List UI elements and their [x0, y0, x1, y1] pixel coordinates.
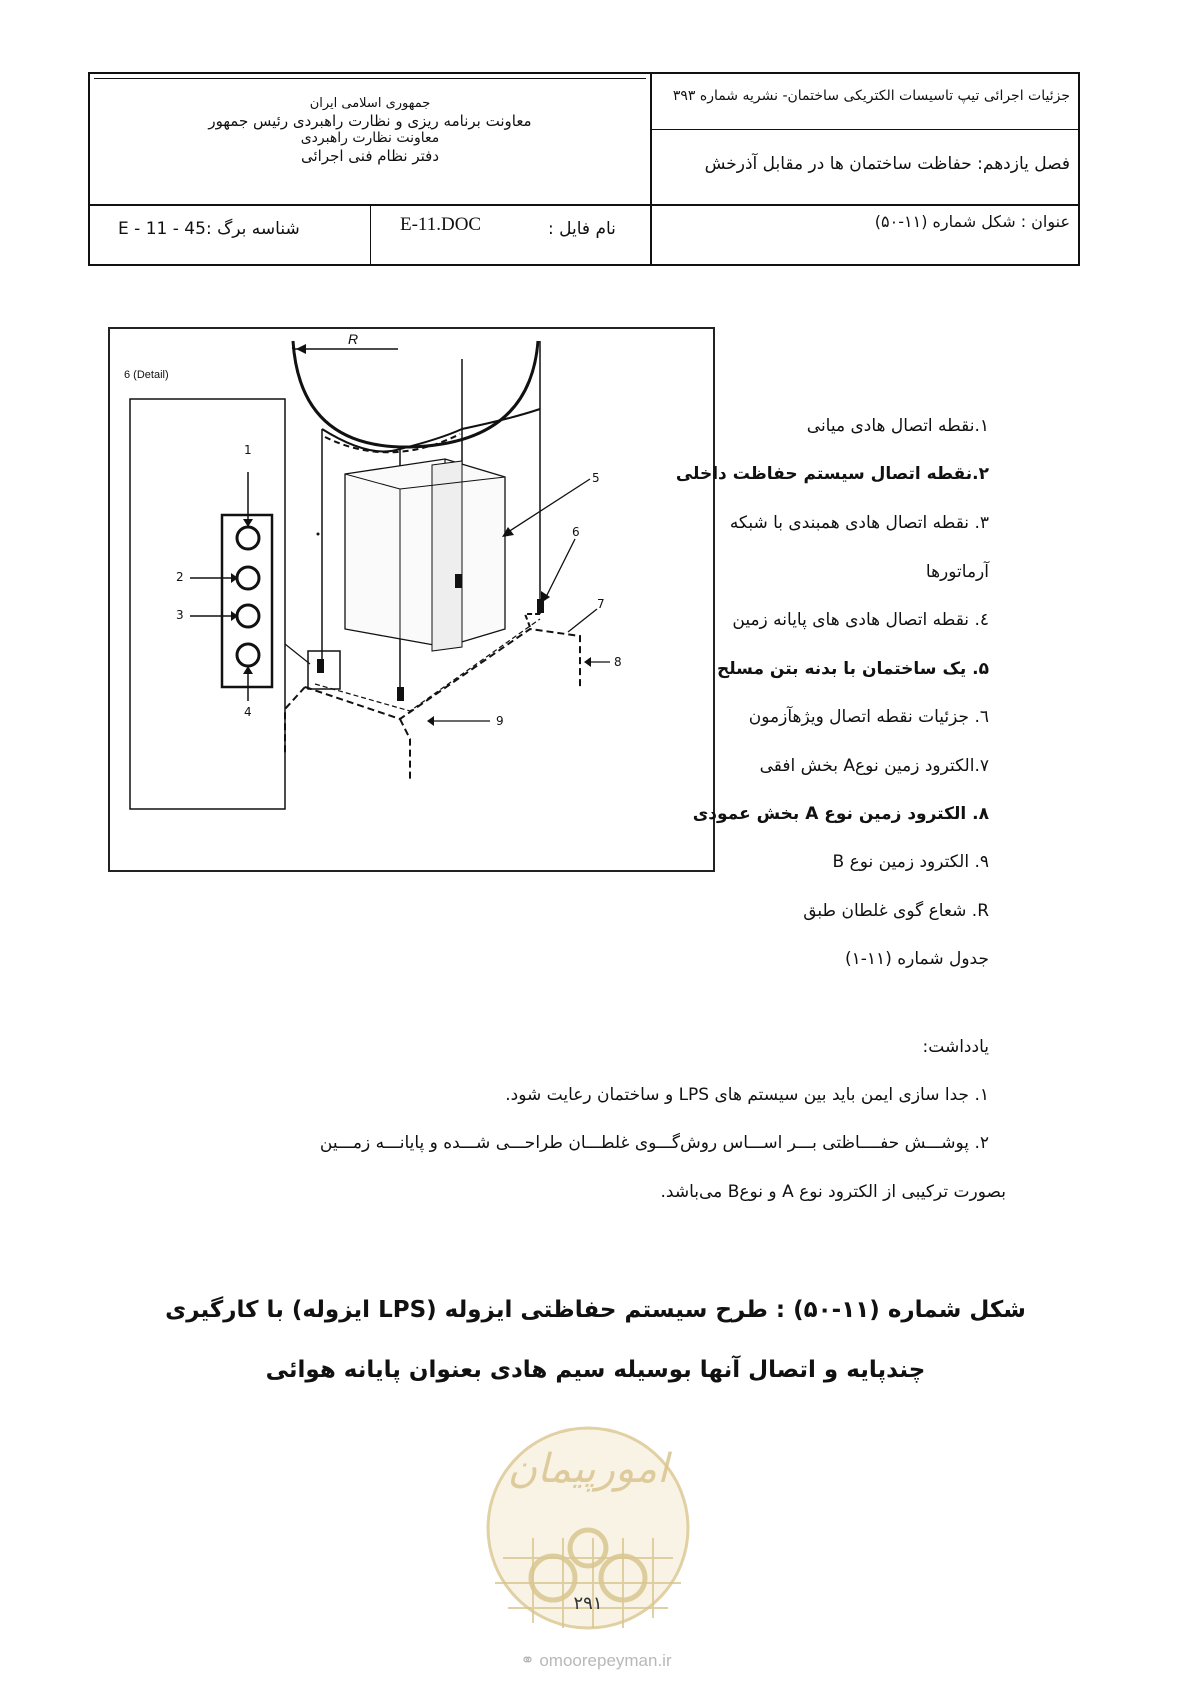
terminal-1	[237, 527, 259, 549]
legend-item-3: ۳. نقطه اتصال هادی همبندی با شبکه	[729, 513, 989, 533]
legend-item-9: ۹. الکترود زمین نوع B	[832, 852, 989, 872]
sheet-id: شناسه برگ :45 - 11 - E	[118, 219, 300, 239]
callout-1: 1	[244, 443, 252, 457]
figure-caption-line-2: چندپایه و اتصال آنها بوسیله سیم هادی بعنوان پایانه هوائی	[265, 1357, 926, 1383]
sheet-title: عنوان : شکل شماره (۱۱-۵۰)	[874, 212, 1070, 231]
legend-item-5: ۵. یک ساختمان با بدنه بتن مسلح	[716, 659, 989, 679]
org-line-4: دفتر نظام فنی اجرائی	[300, 147, 440, 165]
r-label: R	[348, 331, 359, 347]
callout-3: 3	[176, 608, 184, 622]
legend-item-7: ۷.الکترود زمین نوعA بخش افقی	[759, 756, 989, 776]
header-divider-file	[370, 204, 371, 264]
seal-text: امورپیمان	[507, 1446, 669, 1492]
globe-icon: ⚭	[520, 1651, 535, 1670]
note-1: ۱. جدا سازی ایمن باید بین سیستم های LPS و ساختمان رعایت شود.	[505, 1085, 989, 1105]
detail-terminal-plate	[222, 515, 272, 687]
legend-item-1: ۱.نقطه اتصال هادی میانی	[806, 416, 989, 436]
legend-item-3-cont: آرماتورها	[925, 562, 989, 582]
chapter-title: فصل یازدهم: حفاظت ساختمان ها در مقابل آذرخش	[704, 154, 1070, 174]
header-divider-right	[652, 129, 1078, 130]
callout-5: 5	[592, 471, 600, 485]
page-number: ۲۹۱	[573, 1593, 603, 1614]
terminal-4	[237, 644, 259, 666]
note-2: ۲. پوشـــش حفــــاظتی بـــر اســـاس روش‌گـــوی غلطـــان طراحـــی شـــده و پایانـــه زمـــین	[319, 1133, 989, 1153]
file-value: E-11.DOC	[400, 214, 482, 235]
seal-logo	[483, 1418, 693, 1658]
header-divider-vertical	[650, 74, 652, 264]
callout-2: 2	[176, 570, 184, 584]
diagram-drawing	[110, 329, 713, 870]
legend-table-ref: جدول شماره (۱۱-۱)	[845, 949, 989, 969]
publication-title: جزئیات اجرائی تیپ تاسیسات الکتریکی ساختمان- نشریه شماره ۳۹۳	[672, 88, 1070, 104]
org-line-1: جمهوری اسلامی ایران	[309, 96, 431, 111]
callout-7: 7	[597, 597, 605, 611]
org-line-2: معاونت برنامه ریزی و نظارت راهبردی رئیس جمهور	[208, 112, 532, 130]
site-watermark-text: omoorepeyman.ir	[539, 1651, 672, 1670]
legend-item-8: ۸. الکترود زمین نوع A بخش عمودی	[692, 804, 989, 824]
header-inner-border	[94, 78, 646, 79]
notes-heading: یادداشت:	[922, 1037, 989, 1057]
legend-item-2: ۲.نقطه اتصال سیستم حفاظت داخلی	[675, 464, 989, 484]
header-table	[88, 72, 1080, 266]
site-watermark	[496, 1651, 696, 1671]
legend-item-6: ٦. جزئیات نقطه اتصال ویژهآزمون	[748, 707, 989, 727]
lps-diagram	[108, 327, 715, 872]
callout-4: 4	[244, 705, 252, 719]
callout-8: 8	[614, 655, 622, 669]
legend-item-r: R. شعاع گوی غلطان طبق	[803, 901, 989, 921]
detail-label: 6 (Detail)	[124, 369, 169, 381]
callout-9: 9	[496, 714, 504, 728]
terminal-2	[237, 567, 259, 589]
legend-item-4: ٤. نقطه اتصال هادی های پایانه زمین	[732, 610, 989, 630]
figure-caption-line-1: شکل شماره (۱۱-۵۰) : طرح سیستم حفاظتی ایزوله (LPS ایزوله) با کارگیری	[165, 1297, 1026, 1323]
note-2-cont: بصورت ترکیبی از الکترود نوع A و نوعB می‌باشد.	[660, 1182, 1006, 1202]
header-divider-horizontal	[90, 204, 1078, 206]
file-label: نام فایل :	[548, 219, 616, 239]
org-line-3: معاونت نظارت راهبردی	[300, 130, 440, 146]
detail-frame	[130, 399, 285, 809]
terminal-3	[237, 605, 259, 627]
callout-6: 6	[572, 525, 580, 539]
